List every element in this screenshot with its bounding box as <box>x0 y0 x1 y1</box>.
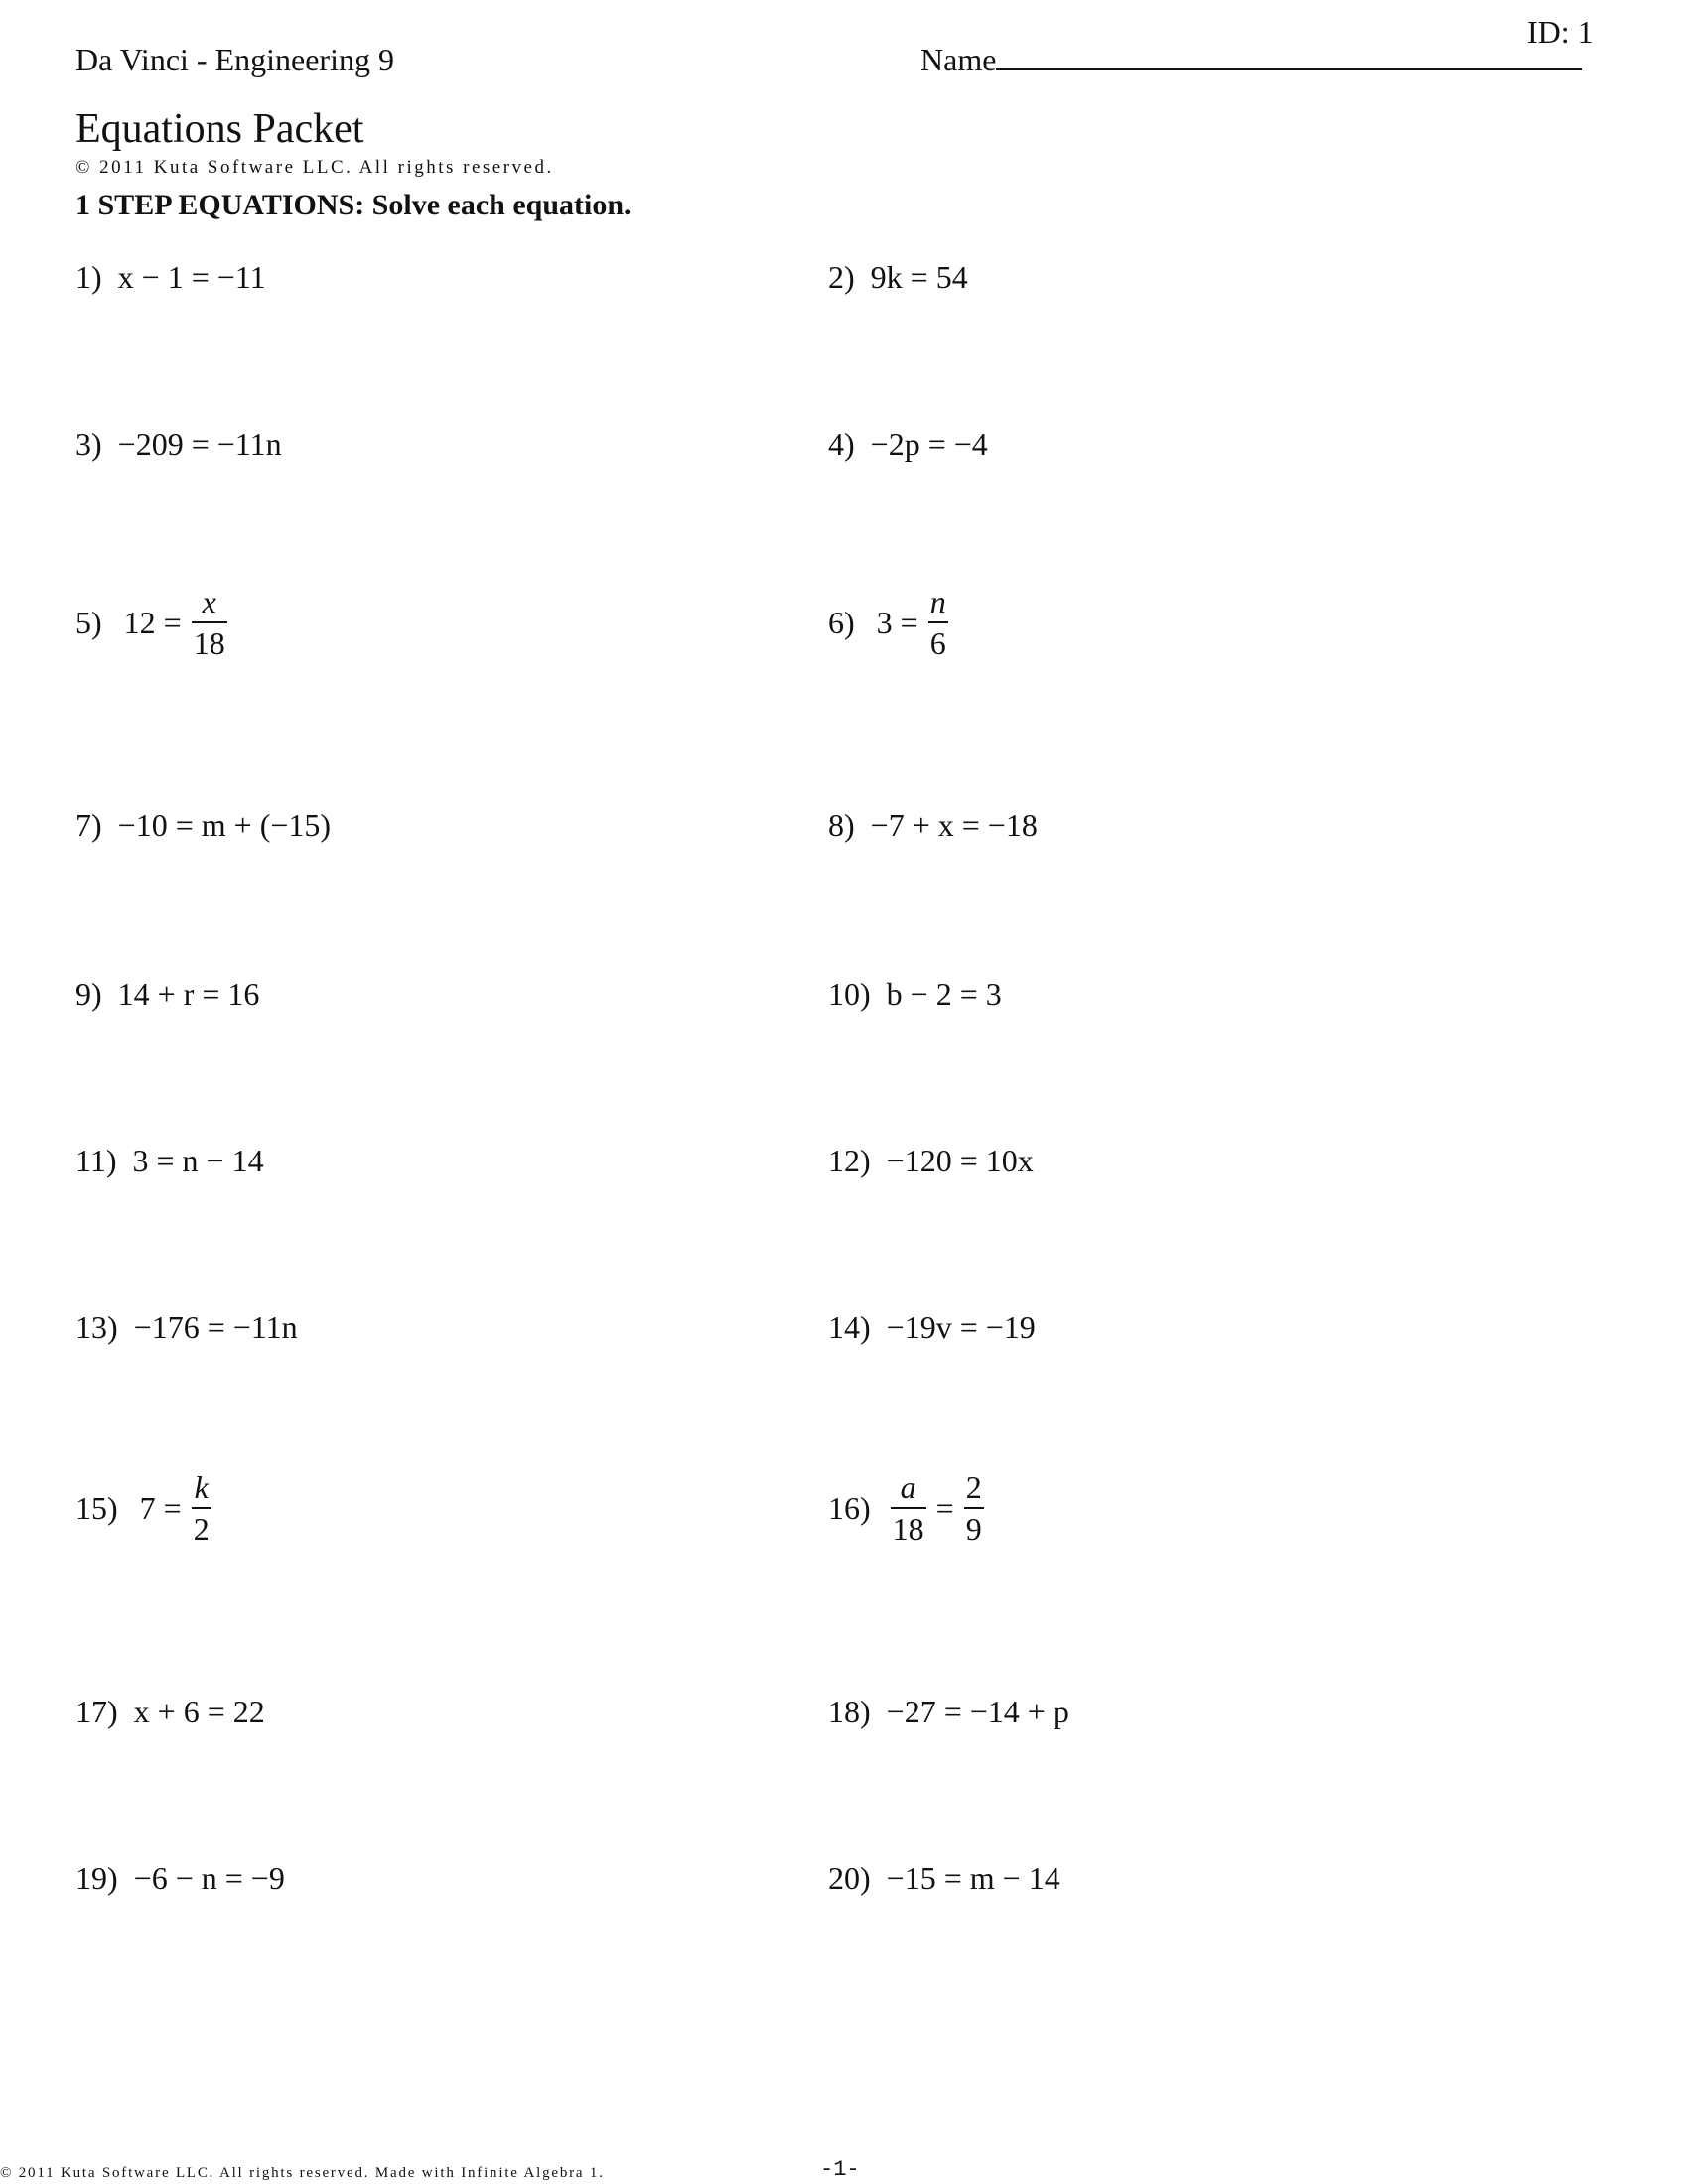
equation-text: x + 6 = 22 <box>133 1694 265 1730</box>
problem-7 <box>75 804 331 844</box>
equation-text: −19v = −19 <box>886 1309 1036 1346</box>
problem-12 <box>828 1140 1034 1179</box>
problem-5 <box>75 586 231 659</box>
problem-11 <box>75 1140 264 1179</box>
problem-17 <box>75 1691 265 1730</box>
problem-number: 17) <box>75 1694 118 1730</box>
fraction-numerator: k <box>194 1469 209 1505</box>
problem-number: 2) <box>828 259 855 296</box>
problem-2 <box>828 256 968 296</box>
equation-text: b − 2 = 3 <box>886 976 1002 1013</box>
problem-1 <box>75 256 266 296</box>
fraction-denominator: 2 <box>192 1507 211 1545</box>
fraction-numerator: 2 <box>965 1469 982 1505</box>
fraction-numerator: n <box>929 584 946 619</box>
problem-number: 12) <box>828 1143 871 1179</box>
equation-text: −10 = m + (−15) <box>117 807 332 844</box>
problem-number: 18) <box>828 1694 871 1730</box>
equation-left: 3 = <box>876 604 918 640</box>
equation-text: −176 = −11n <box>133 1309 298 1346</box>
equation-text: −2p = −4 <box>870 426 988 463</box>
fraction <box>964 1471 984 1545</box>
problem-number: 14) <box>828 1309 871 1346</box>
problem-9 <box>75 973 259 1013</box>
equation-left: 12 = <box>123 604 182 640</box>
equation-text: −120 = 10x <box>886 1143 1034 1179</box>
problem-20 <box>828 1857 1060 1897</box>
problem-number: 7) <box>75 807 102 844</box>
equation-text: −6 − n = −9 <box>133 1860 285 1897</box>
problem-6 <box>828 586 952 659</box>
fraction <box>891 1471 926 1545</box>
problem-8 <box>828 804 1038 844</box>
equation-text: 3 = n − 14 <box>132 1143 264 1179</box>
problem-10 <box>828 973 1002 1013</box>
worksheet-id: ID: 1 <box>1527 14 1594 50</box>
problem-number: 19) <box>75 1860 118 1897</box>
problem-number: 4) <box>828 426 855 463</box>
name-field[interactable] <box>920 42 1582 78</box>
equation-text: −7 + x = −18 <box>870 807 1038 844</box>
equation-text: 9k = 54 <box>870 259 968 296</box>
problem-number: 9) <box>75 976 102 1013</box>
fraction <box>192 1471 211 1545</box>
equation-left: 7 = <box>139 1489 182 1526</box>
problem-number: 13) <box>75 1309 118 1346</box>
problem-number: 1) <box>75 259 102 296</box>
problem-number: 15) <box>75 1489 118 1526</box>
equation-text: −209 = −11n <box>117 426 282 463</box>
equation-text: 14 + r = 16 <box>117 976 260 1013</box>
fraction-numerator: a <box>900 1469 916 1505</box>
copyright-notice: © 2011 Kuta Software LLC. All rights reserved. <box>75 157 554 178</box>
equals-sign: = <box>935 1489 954 1526</box>
footer-copyright: © 2011 Kuta Software LLC. All rights reserved. Made with Infinite Algebra 1. <box>0 2165 605 2181</box>
problem-4 <box>828 423 988 463</box>
problem-13 <box>75 1306 298 1346</box>
problem-number: 20) <box>828 1860 871 1897</box>
fraction-denominator: 18 <box>192 621 227 659</box>
fraction-numerator: x <box>202 584 216 619</box>
problem-14 <box>828 1306 1036 1346</box>
fraction <box>928 586 948 659</box>
section-instructions: 1 STEP EQUATIONS: Solve each equation. <box>75 189 632 221</box>
problem-number: 6) <box>828 604 855 640</box>
problem-19 <box>75 1857 285 1897</box>
problem-number: 10) <box>828 976 871 1013</box>
problem-number: 3) <box>75 426 102 463</box>
problem-number: 5) <box>75 604 102 640</box>
fraction-denominator: 6 <box>928 621 948 659</box>
equation-text: x − 1 = −11 <box>117 259 266 296</box>
name-line[interactable] <box>996 43 1582 70</box>
fraction-denominator: 9 <box>964 1507 984 1545</box>
page-number: -1- <box>820 2157 860 2182</box>
equation-text: −15 = m − 14 <box>886 1860 1060 1897</box>
problem-16 <box>828 1471 988 1545</box>
problem-number: 8) <box>828 807 855 844</box>
name-label: Name <box>920 42 997 77</box>
problem-number: 11) <box>75 1143 117 1179</box>
page-title: Equations Packet <box>75 106 364 152</box>
problem-3 <box>75 423 282 463</box>
fraction-denominator: 18 <box>891 1507 926 1545</box>
class-name: Da Vinci - Engineering 9 <box>75 42 394 77</box>
problem-15 <box>75 1471 215 1545</box>
problem-18 <box>828 1691 1069 1730</box>
fraction <box>192 586 227 659</box>
problem-number: 16) <box>828 1489 871 1526</box>
equation-text: −27 = −14 + p <box>886 1694 1069 1730</box>
